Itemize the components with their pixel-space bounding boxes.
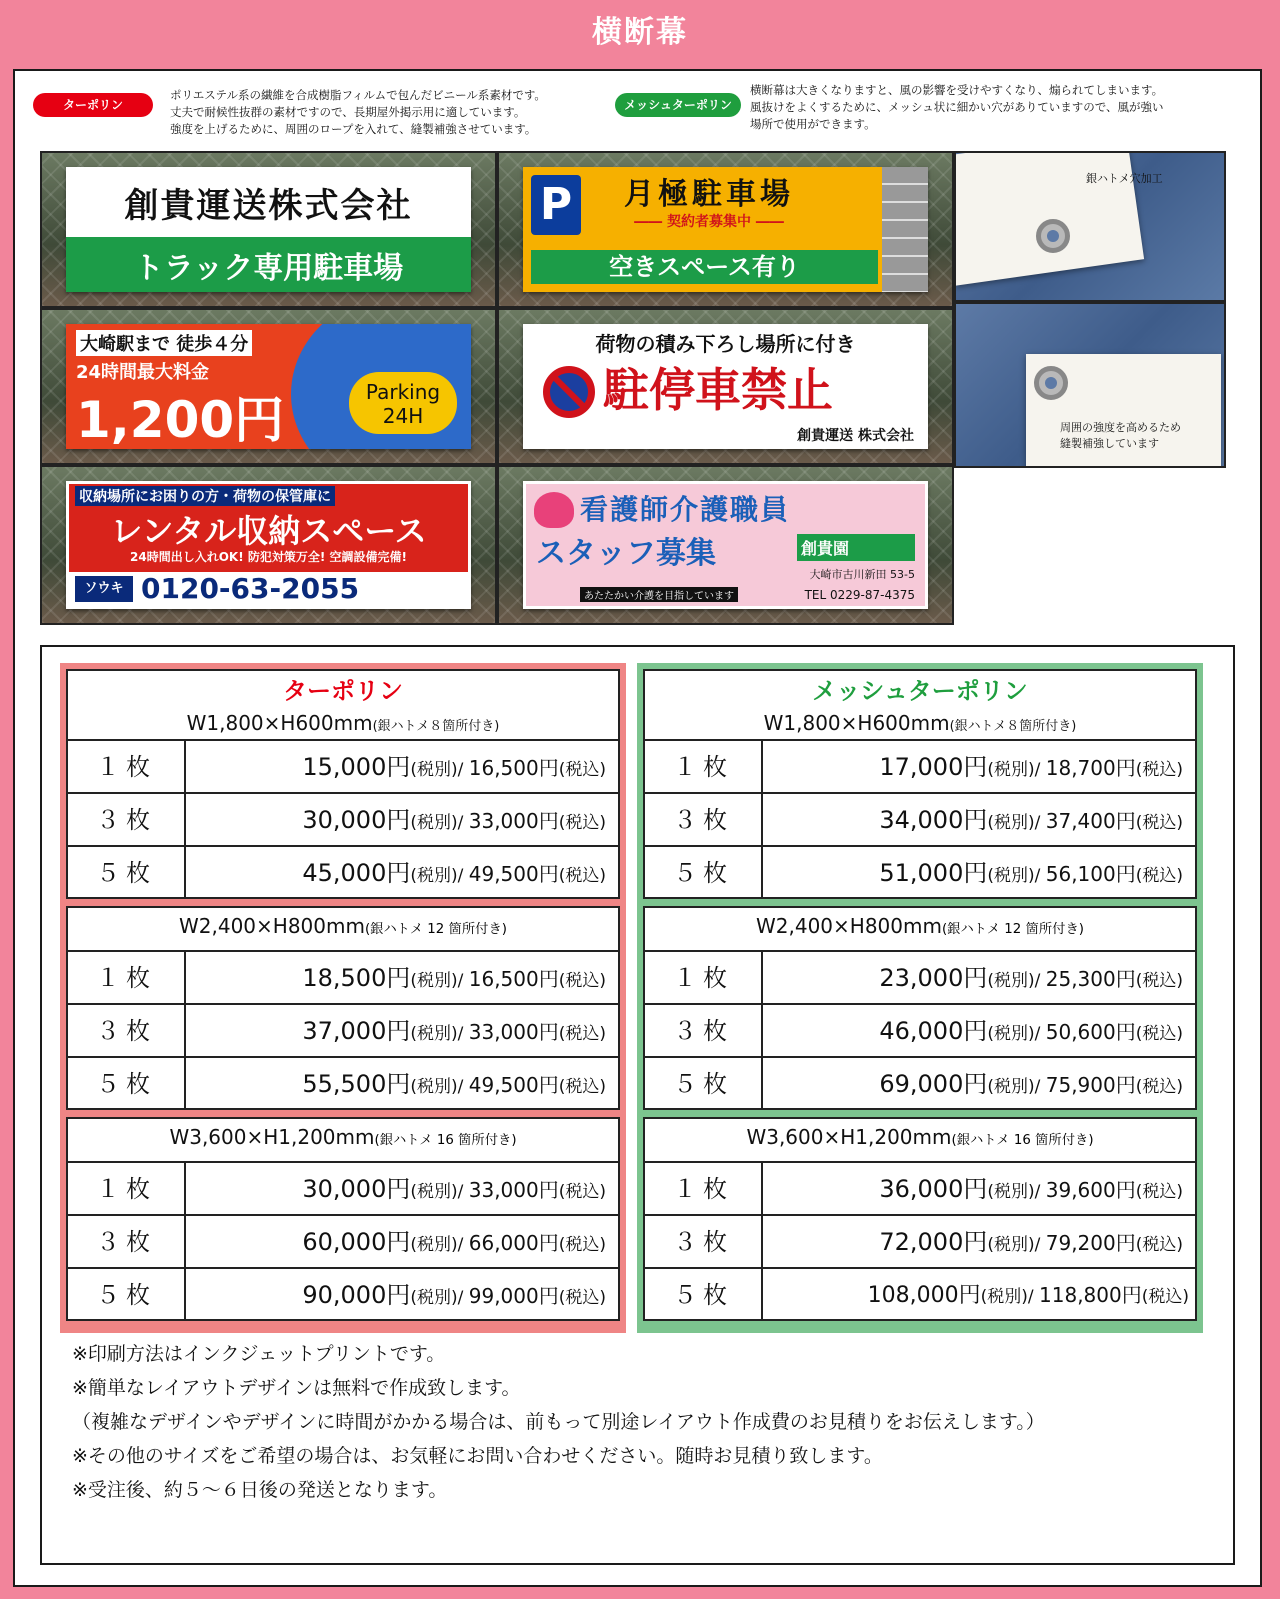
- description-line: 強度を上げるために、周囲のロープを入れて、縫製補強させています。: [170, 122, 537, 136]
- table-row: [68, 1269, 618, 1321]
- price-inc-tax: 50,600円: [1045, 1020, 1136, 1044]
- tax-in-label: (税込): [558, 760, 606, 780]
- tax-in-label: (税込): [558, 1288, 606, 1308]
- quantity-cell: １枚: [68, 952, 186, 1003]
- no-parking-sign-icon: [543, 366, 595, 418]
- table-row: [68, 952, 618, 1005]
- banner-text: 創貴運送 株式会社: [797, 428, 914, 444]
- banner-footer: [69, 572, 468, 606]
- price-inc-tax: 49,500円: [468, 862, 559, 886]
- banner-text: 月極駐車場: [624, 177, 794, 212]
- badge-text: 24H: [382, 404, 424, 428]
- banner-text: トラック専用駐車場: [66, 237, 471, 292]
- price-ex-tax: 34,000円: [879, 806, 988, 834]
- tax-in-label: (税込): [1141, 1287, 1189, 1307]
- material-name: メッシュターポリン: [812, 677, 1028, 705]
- quantity-cell: ３枚: [645, 794, 763, 845]
- quantity-cell: ３枚: [645, 1216, 763, 1267]
- price-ex-tax: 45,000円: [302, 859, 411, 887]
- quantity-cell: ３枚: [68, 1216, 186, 1267]
- banner-text: 創貴運送株式会社: [124, 185, 413, 226]
- sewing-label: [1060, 420, 1181, 452]
- tarpaulin-label-badge: ターポリン: [33, 93, 153, 117]
- price-inc-tax: 118,800円: [1039, 1283, 1142, 1307]
- size-note: (銀ハトメ 16 箇所付き): [374, 1133, 517, 1148]
- price-ex-tax: 69,000円: [879, 1070, 988, 1098]
- tax-ex-label: (税別)/: [410, 1182, 469, 1202]
- tax-ex-label: (税別)/: [410, 1235, 469, 1255]
- size-note: (銀ハトメ 16 箇所付き): [951, 1133, 1094, 1148]
- quantity-cell: ５枚: [645, 847, 763, 899]
- banner-text: 24時間出し入れOK! 防犯対策万全! 空調設備完備!: [130, 550, 407, 564]
- content-panel: [13, 69, 1262, 1587]
- mesh-description: [750, 82, 1250, 133]
- price-cell: [763, 1163, 1195, 1214]
- table-row: [68, 794, 618, 847]
- price-ex-tax: 17,000円: [879, 753, 988, 781]
- description-line: ポリエステル系の繊維を合成樹脂フィルムで包んだビニール系素材です。: [170, 88, 546, 102]
- note-line: ※印刷方法はインクジェットプリントです。: [72, 1343, 446, 1365]
- description-line: 場所で使用ができます。: [750, 117, 876, 131]
- price-ex-tax: 36,000円: [879, 1175, 988, 1203]
- price-cell: [763, 1216, 1195, 1267]
- description-line: 丈夫で耐候性抜群の素材ですので、長期屋外掲示用に適しています。: [170, 105, 526, 119]
- banner-text: 大崎駅まで 徒歩４分: [76, 330, 252, 356]
- banner-photo-rental-storage: [40, 465, 497, 625]
- table-header: [645, 671, 1195, 741]
- price-cell: [763, 952, 1195, 1003]
- tax-ex-label: (税別)/: [410, 1077, 469, 1097]
- banner-rental-storage: [66, 481, 471, 609]
- price-cell: [186, 1058, 618, 1110]
- tax-ex-label: (税別)/: [987, 1182, 1046, 1202]
- size-label: [68, 709, 618, 741]
- parked-cars-icon: [882, 167, 928, 292]
- tax-in-label: (税込): [558, 1077, 606, 1097]
- price-inc-tax: 56,100円: [1045, 862, 1136, 886]
- price-cell: [186, 1269, 618, 1321]
- price-table: [66, 669, 620, 899]
- quantity-cell: ３枚: [68, 1005, 186, 1056]
- tax-in-label: (税込): [558, 1235, 606, 1255]
- price-inc-tax: 18,700円: [1045, 756, 1136, 780]
- grommet-icon: [1034, 366, 1068, 400]
- table-row: [645, 1269, 1195, 1321]
- price-inc-tax: 75,900円: [1045, 1073, 1136, 1097]
- quantity-cell: ５枚: [68, 847, 186, 899]
- banner-monthly-parking: [523, 167, 928, 292]
- price-section: [40, 645, 1235, 1565]
- price-inc-tax: 79,200円: [1045, 1231, 1136, 1255]
- table-row: [68, 1005, 618, 1058]
- banner-text: 駐停車禁止: [603, 363, 833, 417]
- tax-in-label: (税込): [558, 1024, 606, 1044]
- grommet-label: 銀ハトメ穴加工: [1086, 172, 1163, 185]
- tarpaulin-description: [170, 87, 610, 138]
- tax-in-label: (税込): [1135, 866, 1183, 886]
- quantity-cell: １枚: [645, 741, 763, 792]
- price-ex-tax: 46,000円: [879, 1017, 988, 1045]
- size-note: (銀ハトメ 12 箇所付き): [364, 922, 508, 937]
- note-line: ※その他のサイズをご希望の場合は、お気軽にお問い合わせください。随時お見積り致します。: [72, 1445, 883, 1467]
- note-line: ※簡単なレイアウトデザインは無料で作成致します。: [72, 1377, 521, 1399]
- price-cell: [186, 1163, 618, 1214]
- banner-text: 1,200円: [76, 391, 285, 449]
- note-line: （複雑なデザインやデザインに時間がかかる場合は、前もって別途レイアウト作成費のお見積りをお伝えします。）: [72, 1411, 1045, 1433]
- price-inc-tax: 66,000円: [468, 1231, 559, 1255]
- table-row: [645, 1058, 1195, 1110]
- size-text: W2,400×H800mm: [178, 914, 365, 938]
- note-line: ※受注後、約５～６日後の発送となります。: [72, 1479, 448, 1501]
- price-ex-tax: 55,500円: [302, 1070, 411, 1098]
- banner-photo-no-parking: [497, 308, 954, 465]
- tarpaulin-price-column: [60, 663, 626, 1333]
- price-ex-tax: 30,000円: [302, 806, 411, 834]
- price-inc-tax: 37,400円: [1045, 809, 1136, 833]
- banner-text: 0120-63-2055: [141, 572, 360, 605]
- table-row: [645, 1005, 1195, 1058]
- banner-text: あたたかい介護を目指しています: [580, 587, 738, 602]
- table-row: [645, 847, 1195, 899]
- price-ex-tax: 72,000円: [879, 1228, 988, 1256]
- tax-in-label: (税込): [558, 866, 606, 886]
- banner-parking-price: [66, 324, 471, 449]
- price-cell: [186, 741, 618, 792]
- price-cell: [763, 741, 1195, 792]
- tax-in-label: (税込): [558, 813, 606, 833]
- quantity-cell: １枚: [68, 1163, 186, 1214]
- sewing-label-line: 周囲の強度を高めるため: [1060, 421, 1181, 434]
- price-cell: [186, 1005, 618, 1056]
- quantity-cell: ５枚: [68, 1269, 186, 1321]
- price-inc-tax: 99,000円: [468, 1284, 559, 1308]
- table-row: [68, 741, 618, 794]
- tax-ex-label: (税別)/: [410, 760, 469, 780]
- tax-ex-label: (税別)/: [987, 1235, 1046, 1255]
- quantity-cell: ５枚: [645, 1058, 763, 1110]
- tax-ex-label: (税別)/: [980, 1287, 1040, 1307]
- table-row: [645, 741, 1195, 794]
- notes-list: [72, 1337, 1222, 1507]
- tax-in-label: (税込): [1135, 1182, 1183, 1202]
- parking-24h-badge: [349, 372, 457, 434]
- quantity-cell: ３枚: [645, 1005, 763, 1056]
- tax-ex-label: (税別)/: [987, 813, 1046, 833]
- table-header: [68, 908, 618, 952]
- price-inc-tax: 16,500円: [468, 756, 559, 780]
- banner-photo-parking-price: [40, 308, 497, 465]
- description-line: 横断幕は大きくなりますと、風の影響を受けやすくなり、煽られてしまいます。: [750, 83, 1164, 97]
- price-cell: [763, 1005, 1195, 1056]
- size-label: [645, 709, 1195, 741]
- price-table: [66, 1117, 620, 1321]
- parking-sign-icon: P: [531, 175, 581, 235]
- tax-ex-label: (税別)/: [410, 971, 469, 991]
- tax-ex-label: (税別)/: [987, 1024, 1046, 1044]
- price-ex-tax: 37,000円: [302, 1017, 411, 1045]
- table-row: [645, 1163, 1195, 1216]
- quantity-cell: １枚: [645, 1163, 763, 1214]
- price-table: [643, 669, 1197, 899]
- banner-text: ソウキ: [75, 576, 133, 602]
- price-table: [66, 906, 620, 1110]
- size-text: W1,800×H600mm: [186, 711, 373, 735]
- banner-text: 看護師介護職員: [580, 493, 791, 526]
- banner-text: TEL 0229-87-4375: [804, 588, 915, 602]
- table-row: [645, 952, 1195, 1005]
- price-cell: [763, 847, 1195, 899]
- banner-text: ―― 契約者募集中 ――: [634, 214, 784, 230]
- price-cell: [763, 1269, 1195, 1321]
- tax-in-label: (税込): [1135, 971, 1183, 991]
- banner-text: レンタル収納スペース: [110, 512, 427, 550]
- badge-text: Parking: [365, 380, 441, 404]
- description-line: 風抜けをよくするために、メッシュ状に細かい穴がありていますので、風が強い: [750, 100, 1164, 114]
- grommet-detail-photo: [954, 151, 1226, 302]
- price-ex-tax: 15,000円: [302, 753, 411, 781]
- table-row: [68, 1216, 618, 1269]
- mesh-price-column: [637, 663, 1203, 1333]
- price-inc-tax: 25,300円: [1045, 967, 1136, 991]
- banner-text: 創貴園: [797, 534, 915, 561]
- banner-photo-staff-recruit: [497, 465, 954, 625]
- size-text: W2,400×H800mm: [755, 914, 942, 938]
- price-inc-tax: 33,000円: [468, 1020, 559, 1044]
- tax-in-label: (税込): [1135, 1077, 1183, 1097]
- banner-text: 空きスペース有り: [531, 250, 878, 284]
- tax-in-label: (税込): [1135, 1235, 1183, 1255]
- page-title: 横断幕: [592, 15, 688, 50]
- banner-photo-truck-parking: [40, 151, 497, 308]
- price-cell: [186, 1216, 618, 1267]
- banner-no-parking: [523, 324, 928, 449]
- price-cell: [763, 794, 1195, 845]
- tax-in-label: (税込): [1135, 813, 1183, 833]
- banner-sample-gallery: [40, 151, 1235, 625]
- tax-in-label: (税込): [1135, 1024, 1183, 1044]
- price-cell: [763, 1058, 1195, 1110]
- price-inc-tax: 33,000円: [468, 809, 559, 833]
- table-row: [68, 1058, 618, 1110]
- size-text: W3,600×H1,200mm: [746, 1125, 952, 1149]
- mesh-label-badge: メッシュターポリン: [615, 93, 741, 117]
- tax-in-label: (税込): [1135, 760, 1183, 780]
- quantity-cell: １枚: [645, 952, 763, 1003]
- tax-ex-label: (税別)/: [987, 760, 1046, 780]
- price-ex-tax: 60,000円: [302, 1228, 411, 1256]
- table-header: [68, 1119, 618, 1163]
- price-table: [643, 1117, 1197, 1321]
- size-note: (銀ハトメ８箇所付き): [372, 719, 500, 734]
- quantity-cell: ３枚: [68, 794, 186, 845]
- tax-ex-label: (税別)/: [987, 866, 1046, 886]
- banner-truck-parking: [66, 167, 471, 292]
- banner-text: 大崎市古川新田 53-5: [809, 568, 915, 581]
- quantity-cell: １枚: [68, 741, 186, 792]
- table-header: [68, 671, 618, 741]
- sewing-detail-photo: [954, 302, 1226, 468]
- price-ex-tax: 108,000円: [867, 1283, 981, 1308]
- price-cell: [186, 952, 618, 1003]
- table-row: [645, 1216, 1195, 1269]
- banner-text: 荷物の積み下ろし場所に付き: [595, 332, 856, 356]
- price-inc-tax: 49,500円: [468, 1073, 559, 1097]
- tax-in-label: (税込): [558, 971, 606, 991]
- material-name: ターポリン: [283, 677, 403, 705]
- tax-ex-label: (税別)/: [410, 1024, 469, 1044]
- quantity-cell: ５枚: [68, 1058, 186, 1110]
- price-inc-tax: 39,600円: [1045, 1178, 1136, 1202]
- table-header: [645, 908, 1195, 952]
- table-header: [645, 1119, 1195, 1163]
- price-table: [643, 906, 1197, 1110]
- price-ex-tax: 23,000円: [879, 964, 988, 992]
- price-ex-tax: 30,000円: [302, 1175, 411, 1203]
- banner-text: 24時間最大料金: [76, 362, 210, 383]
- price-ex-tax: 51,000円: [879, 859, 988, 887]
- quantity-cell: ５枚: [645, 1269, 763, 1321]
- size-note: (銀ハトメ 12 箇所付き): [941, 922, 1085, 937]
- banner-text: スタッフ募集: [536, 536, 716, 571]
- banner-text: 収納場所にお困りの方・荷物の保管庫に: [75, 486, 335, 506]
- sewing-label-line: 縫製補強しています: [1060, 437, 1159, 450]
- grommet-icon: [1036, 219, 1070, 253]
- table-row: [68, 1163, 618, 1216]
- size-note: (銀ハトメ８箇所付き): [949, 719, 1077, 734]
- price-inc-tax: 16,500円: [468, 967, 559, 991]
- banner-staff-recruit: [523, 481, 928, 609]
- nurse-heart-icon: [534, 492, 574, 528]
- tax-ex-label: (税別)/: [410, 813, 469, 833]
- price-ex-tax: 18,500円: [302, 964, 411, 992]
- price-cell: [186, 847, 618, 899]
- tax-ex-label: (税別)/: [987, 971, 1046, 991]
- size-text: W3,600×H1,200mm: [169, 1125, 375, 1149]
- price-cell: [186, 794, 618, 845]
- table-row: [68, 847, 618, 899]
- tax-ex-label: (税別)/: [987, 1077, 1046, 1097]
- size-text: W1,800×H600mm: [763, 711, 950, 735]
- price-ex-tax: 90,000円: [302, 1281, 411, 1309]
- table-row: [645, 794, 1195, 847]
- banner-photo-monthly-parking: [497, 151, 954, 308]
- tax-ex-label: (税別)/: [410, 866, 469, 886]
- tax-ex-label: (税別)/: [410, 1288, 469, 1308]
- price-inc-tax: 33,000円: [468, 1178, 559, 1202]
- tax-in-label: (税込): [558, 1182, 606, 1202]
